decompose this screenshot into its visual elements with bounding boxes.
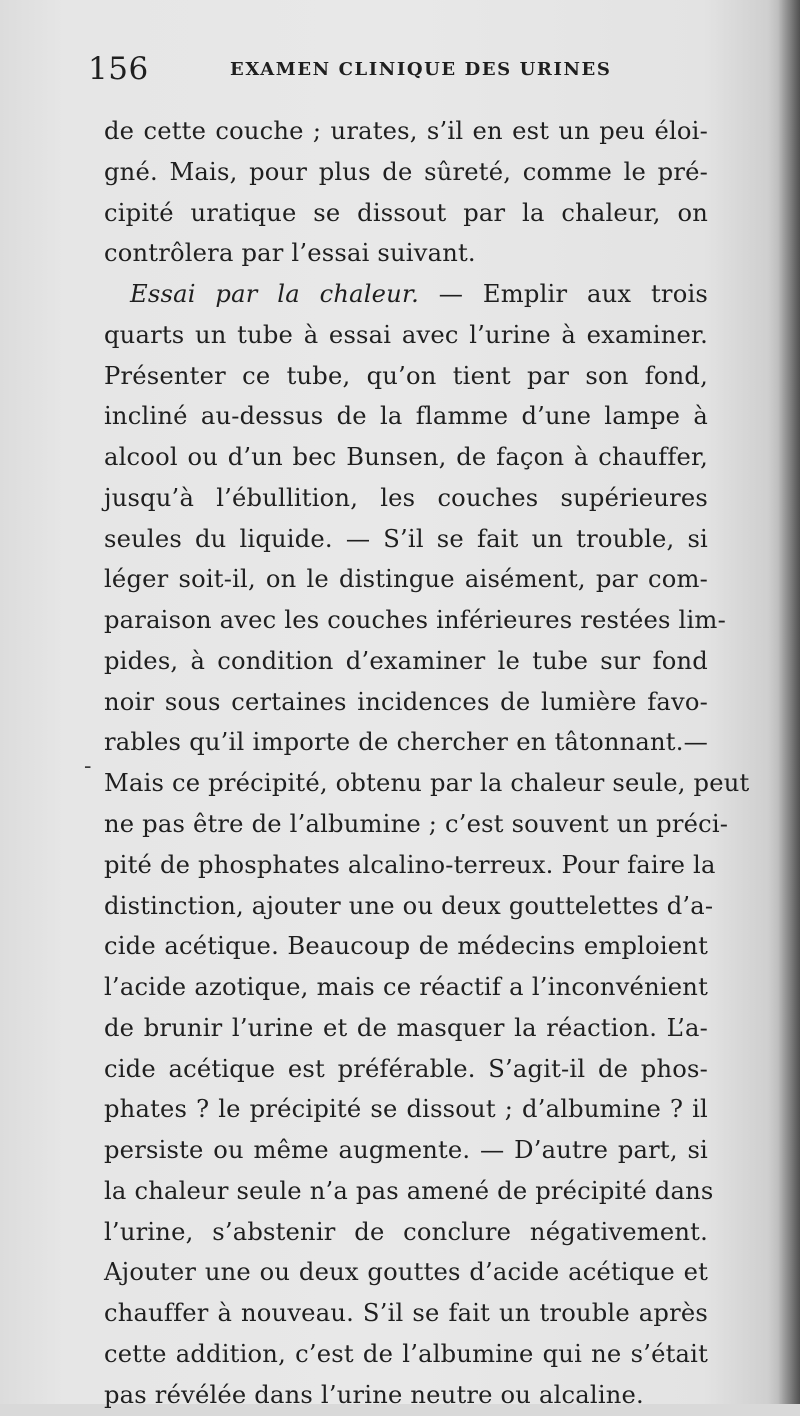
section-heading: Essai par la chaleur. xyxy=(130,280,419,309)
margin-mark: - xyxy=(84,754,92,779)
text-line: rables qu’il importe de chercher en tâtonnant.— xyxy=(104,728,708,757)
text-line: la chaleur seule n’a pas amené de précipité dans xyxy=(104,1176,714,1205)
text-line: distinction, ajouter une ou deux gouttelettes d’a- xyxy=(104,891,714,920)
text-line: persiste ou même augmente. — D’autre part, si xyxy=(104,1136,708,1165)
text-line: ne pas être de l’albumine ; c’est souvent un préci- xyxy=(104,810,729,839)
page-number: 156 xyxy=(88,51,149,87)
text-line: l’urine, s’abstenir de conclure négativement. xyxy=(104,1217,708,1246)
text-line: paraison avec les couches inférieures restées lim- xyxy=(104,606,726,635)
text-line: l’acide azotique, mais ce réactif a l’inconvénient xyxy=(104,973,708,1002)
text-line: chauffer à nouveau. S’il se fait un trouble après xyxy=(104,1299,708,1328)
text-line: pas révélée dans l’urine neutre ou alcaline. xyxy=(104,1380,644,1409)
text-line: alcool ou d’un bec Bunsen, de façon à chauffer, xyxy=(104,443,708,472)
text-line: cide acétique est préférable. S’agit-il de phos- xyxy=(104,1054,708,1083)
text-line: de cette couche ; urates, s’il en est un peu éloi- xyxy=(104,117,708,145)
text-line: cide acétique. Beaucoup de médecins emploient xyxy=(104,932,708,961)
text-line: cette addition, c’est de l’albumine qui ne s’était xyxy=(104,1339,708,1368)
text-line: Mais ce précipité, obtenu par la chaleur seule, peut xyxy=(104,769,750,798)
text-line: incliné au-dessus de la flamme d’une lampe à xyxy=(104,402,708,431)
text-line: phates ? le précipité se dissout ; d’albumine ? il xyxy=(104,1095,708,1124)
text-line: Présenter ce tube, qu’on tient par son fond, xyxy=(104,361,708,390)
text-line: noir sous certaines incidences de lumière favo- xyxy=(104,687,708,716)
text-line: quarts un tube à essai avec l’urine à examiner. xyxy=(104,320,708,349)
text-line: pité de phosphates alcalino-terreux. Pour faire la xyxy=(104,850,716,879)
page-header xyxy=(88,44,708,94)
text-line: cipité uratique se dissout par la chaleur, on xyxy=(104,198,708,227)
running-head: EXAMEN CLINIQUE DES URINES xyxy=(230,59,612,80)
text-line: de brunir l’urine et de masquer la réaction. L’a- xyxy=(104,1013,708,1042)
text-line: jusqu’à l’ébullition, les couches supérieures xyxy=(104,483,708,512)
section-heading-line: Essai par la chaleur. — Emplir aux trois xyxy=(130,280,709,309)
text-line: seules du liquide. — S’il se fait un trouble, si xyxy=(104,524,708,553)
text-line: gné. Mais, pour plus de sûreté, comme le pré- xyxy=(104,157,708,186)
text-line: Ajouter une ou deux gouttes d’acide acétique et xyxy=(104,1258,708,1287)
body-text xyxy=(104,111,750,1416)
text-line: pides, à condition d’examiner le tube sur fond xyxy=(104,646,708,675)
text-line: contrôlera par l’essai suivant. xyxy=(104,239,476,268)
text-line: léger soit-il, on le distingue aisément, par com- xyxy=(104,565,708,594)
